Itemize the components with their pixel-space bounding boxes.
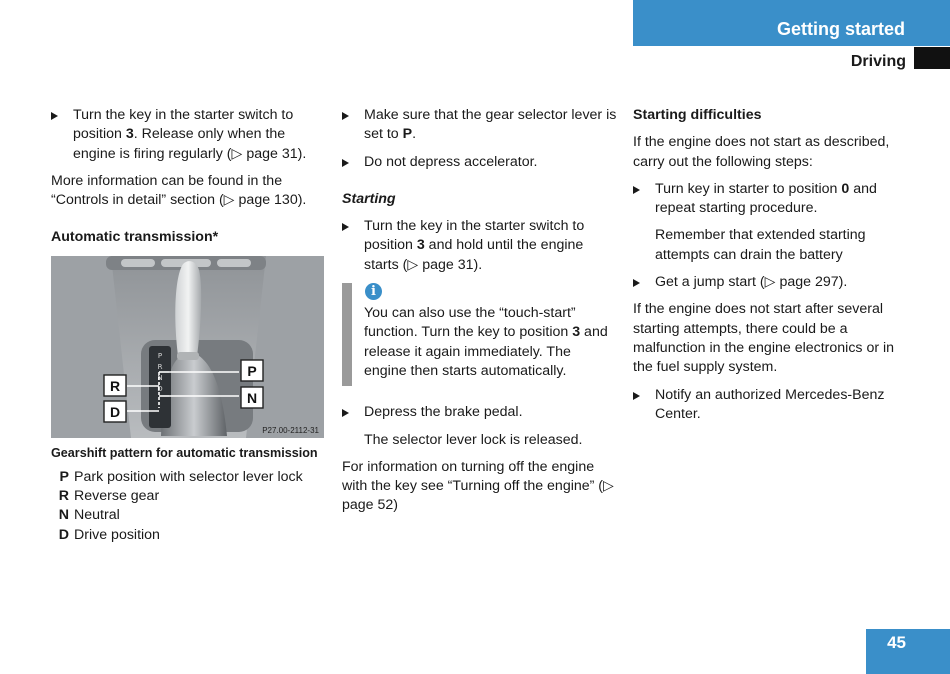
bullet-jump-start: Get a jump start (▷ page 297). bbox=[633, 273, 911, 292]
bullet-turn-key: Turn the key in the starter switch to position 3. Release only when the engine is firing regularly (▷ page 31). bbox=[51, 106, 326, 164]
gear-label-n: N bbox=[246, 389, 258, 406]
gearshift-figure bbox=[51, 256, 324, 438]
bullet-arrow-icon bbox=[342, 223, 349, 231]
legend-row-p: P Park position with selector lever lock bbox=[59, 468, 303, 485]
bullet-arrow-icon bbox=[633, 392, 640, 400]
note-side-bar bbox=[342, 283, 352, 386]
column-2 bbox=[342, 106, 617, 524]
malfunction-text: If the engine does not start after several starting attempts, there could be a malfunction in the engine electronics or in the fuel supply system. bbox=[633, 301, 895, 376]
bullet-position-zero: Turn key in starter to position 0 and repeat starting procedure. bbox=[633, 180, 911, 219]
starting-heading: Starting bbox=[342, 190, 396, 207]
bullet-gear-selector: Make sure that the gear selector lever is set to P. bbox=[342, 106, 617, 145]
more-info-text: More information can be found in the “Controls in detail” section (▷ page 130). bbox=[51, 172, 307, 209]
bullet-arrow-icon bbox=[342, 159, 349, 167]
page-number: 45 bbox=[887, 633, 906, 652]
gearshift-illustration bbox=[51, 256, 324, 438]
bullet-arrow-icon bbox=[633, 279, 640, 287]
starting-difficulties-heading: Starting difficulties bbox=[633, 107, 762, 123]
bullet-turn-key-hold: Turn the key in the starter switch to position 3 and hold until the engine starts (▷ page 31). bbox=[342, 217, 617, 275]
bullet-arrow-icon bbox=[51, 112, 58, 120]
svg-text:P: P bbox=[157, 351, 163, 360]
gear-label-d: D bbox=[109, 403, 121, 420]
gear-label-p: P bbox=[247, 362, 257, 379]
bullet-arrow-icon bbox=[633, 186, 640, 194]
svg-text:N: N bbox=[157, 373, 163, 382]
column-3 bbox=[633, 106, 911, 432]
column-1 bbox=[51, 106, 326, 545]
touch-start-info-note: i You can also use the “touch-start” function. Turn the key to position 3 and release it again immediately. The engine then starts automatically. bbox=[342, 283, 617, 381]
legend-row-r: R Reverse gear bbox=[58, 488, 160, 505]
bullet-arrow-icon bbox=[342, 409, 349, 417]
bullet-arrow-icon bbox=[342, 112, 349, 120]
lock-released-result: The selector lever lock is released. bbox=[364, 431, 583, 448]
gear-label-r: R bbox=[109, 377, 121, 394]
bullet-notify-center: Notify an authorized Mercedes-Benz Center. bbox=[633, 386, 911, 425]
legend-row-n: N Neutral bbox=[58, 507, 120, 524]
svg-text:D: D bbox=[157, 384, 163, 393]
gear-legend bbox=[51, 468, 326, 545]
difficulties-intro: If the engine does not start as described, carry out the following steps: bbox=[633, 134, 890, 170]
section-title: Getting started bbox=[776, 19, 905, 39]
battery-note: Remember that extended starting attempts can drain the battery bbox=[655, 227, 866, 263]
page-number-box bbox=[866, 629, 950, 674]
turning-off-info: For information on turning off the engine with the key see “Turning off the engine” (▷ page 52) bbox=[342, 458, 614, 514]
svg-text:R: R bbox=[157, 362, 163, 371]
bullet-no-accelerator: Do not depress accelerator. bbox=[342, 153, 617, 172]
info-icon: i bbox=[365, 283, 382, 300]
legend-row-d: D Drive position bbox=[58, 526, 160, 543]
figure-code: P27.00-2112-31 bbox=[262, 425, 319, 435]
bullet-brake-pedal: Depress the brake pedal. bbox=[342, 403, 617, 422]
subsection-title: Driving bbox=[850, 53, 906, 70]
section-tab-marker bbox=[914, 47, 950, 69]
auto-transmission-heading: Automatic transmission* bbox=[51, 229, 219, 246]
figure-caption: Gearshift pattern for automatic transmission bbox=[51, 445, 318, 460]
